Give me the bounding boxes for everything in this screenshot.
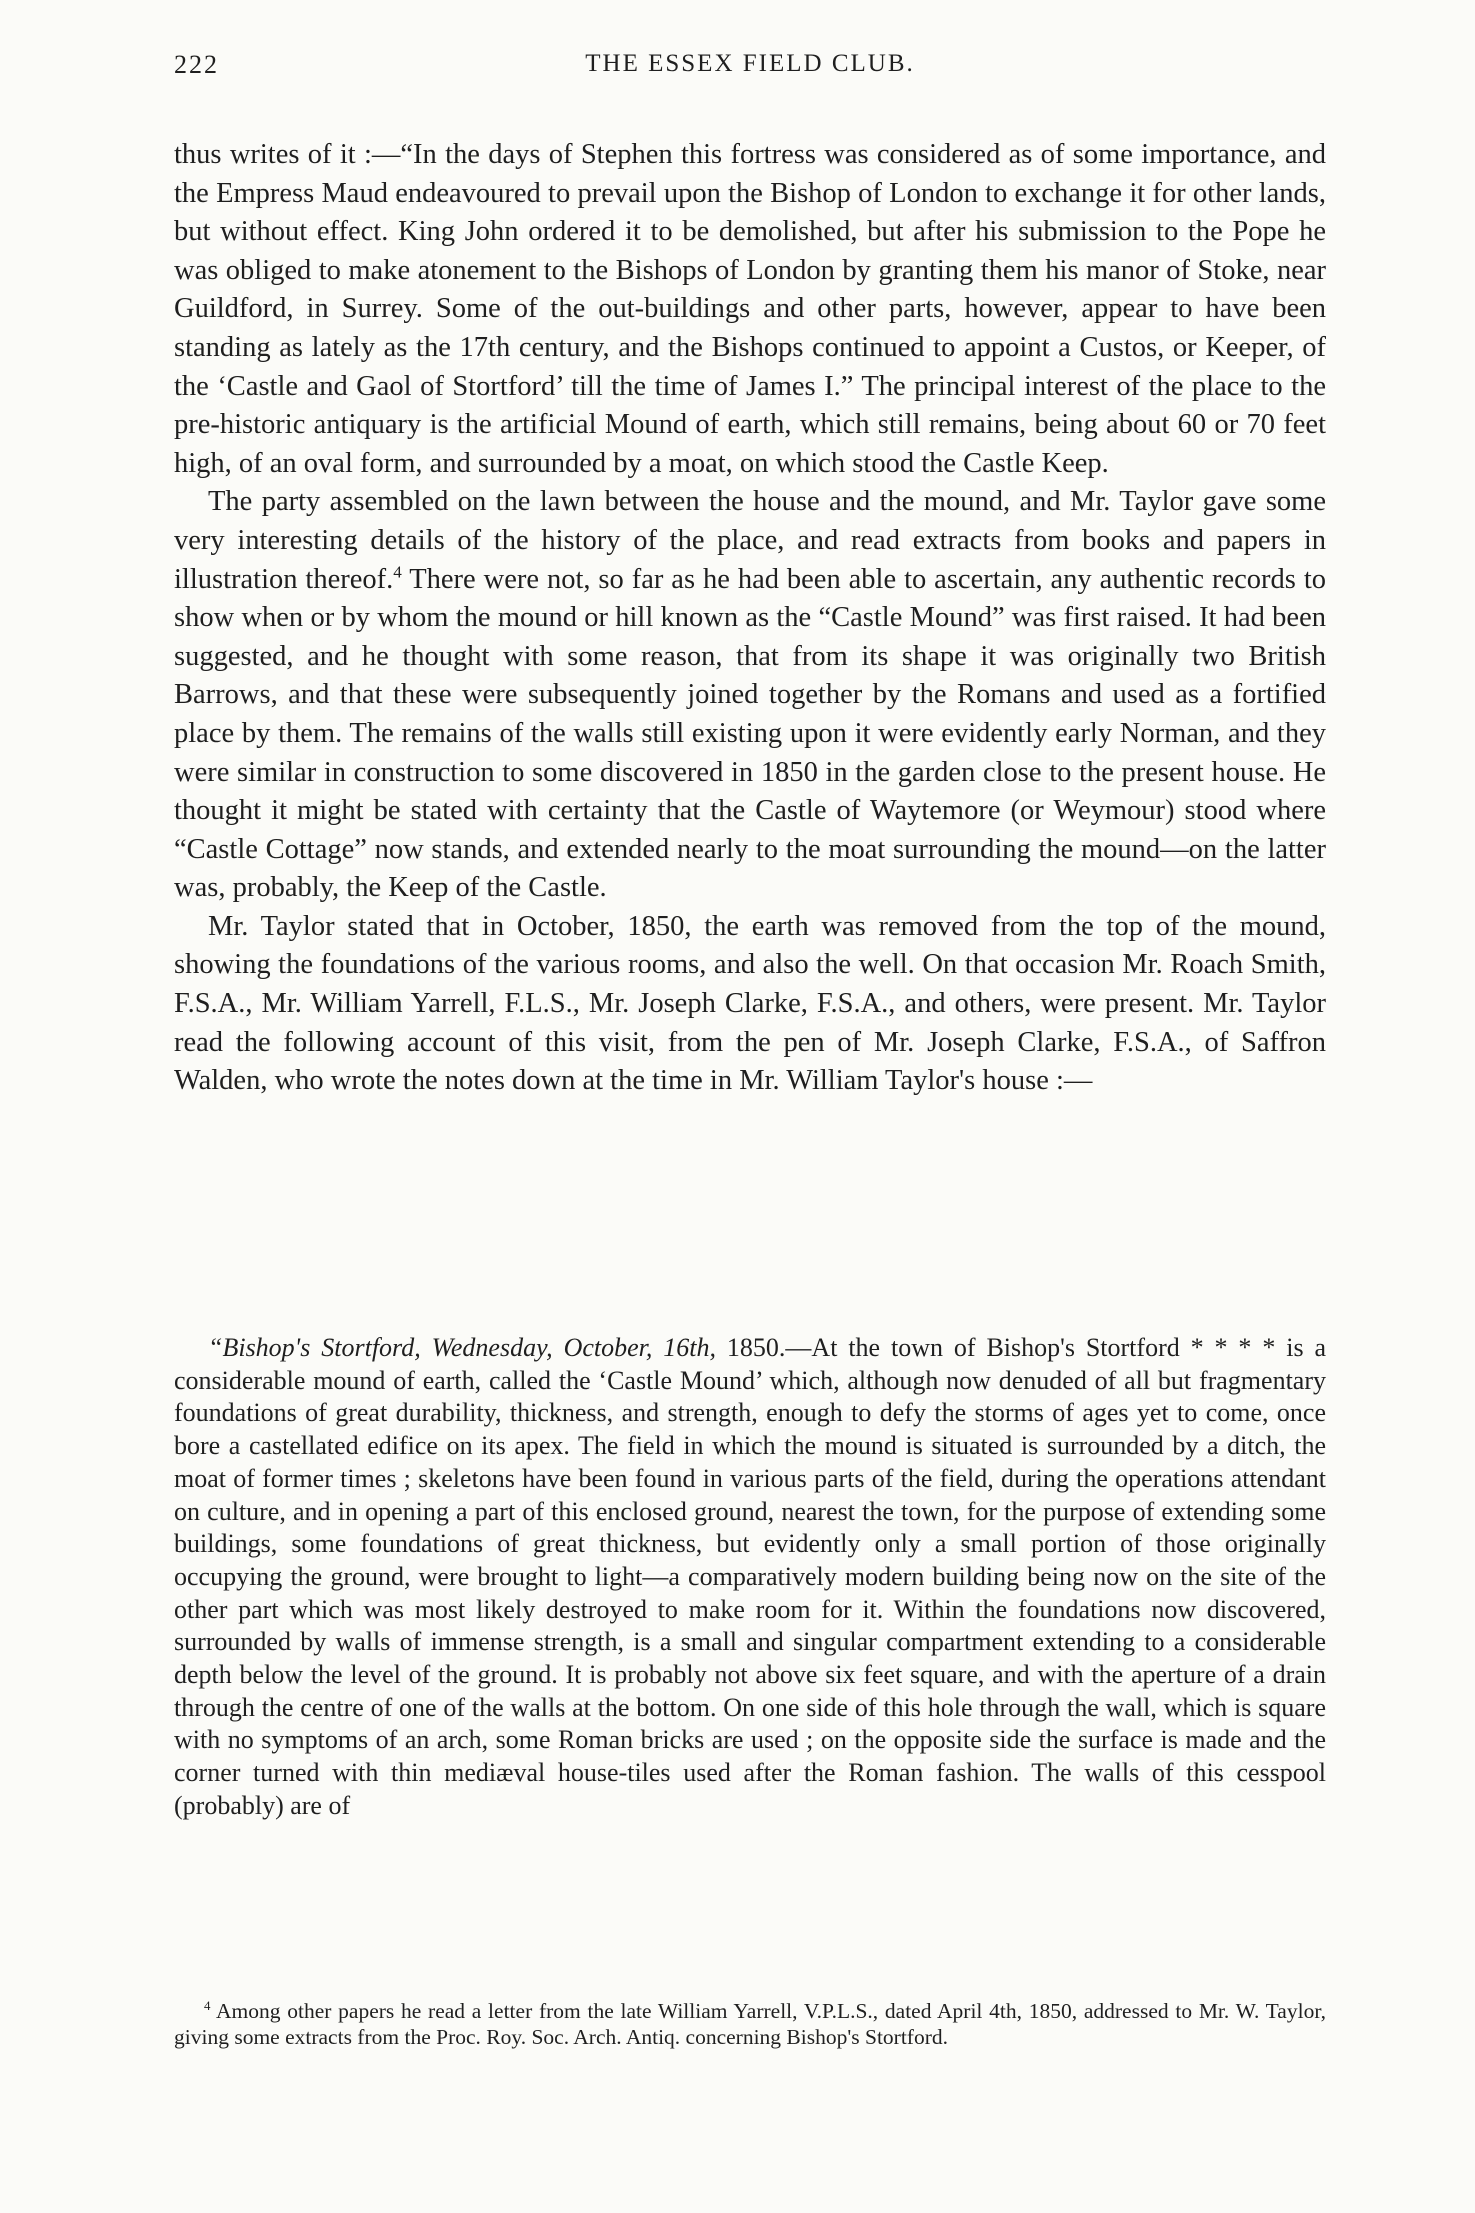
journal-title: THE ESSEX FIELD CLUB. xyxy=(585,50,915,77)
quoted-account xyxy=(174,1332,1326,1823)
footnote-paragraph xyxy=(174,1998,1326,2050)
footnote-marker: 4 xyxy=(204,1998,211,2013)
quote-text: 1850.—At the town of Bishop's Stortford * * * * is a considerable mound of earth, called the ‘Castle Mound’ which, although now denuded of all but fragmentary foundations of great durability, thickness, and strength, enough to defy the storms of ages yet to come, once bore a castellated edifice on its apex. The field in which the mound is situated is surrounded by a ditch, the moat of former times ; skeletons have been found in various parts of the field, during the operations attendant on culture, and in opening a part of this enclosed ground, nearest the town, for the purpose of extending some buildings, some foundations of great thickness, but evidently only a small portion of those originally occupying the ground, were brought to light—a comparatively modern building being now on the site of the other part which was most likely destroyed to make room for it. Within the foundations now discovered, surrounded by walls of immense strength, is a small and singular compartment extending to a considerable depth below the level of the ground. It is probably not above six feet square, and with the aperture of a drain through the centre of one of the walls at the bottom. On one side of this hole through the wall, which is square with no symptoms of an arch, some Roman bricks are used ; on the opposite side the surface is made and the corner turned with thin mediæval house-tiles used after the Roman fashion. The walls of this cesspool (probably) are of xyxy=(174,1333,1327,1820)
footnote xyxy=(174,1998,1326,2050)
running-header xyxy=(174,50,1326,90)
footnote-text: Among other papers he read a letter from the late William Yarrell, V.P.L.S., dated April 4th, 1850, addressed to Mr. W. Taylor, giving some extracts from the Proc. Roy. Soc. Arch. Antiq. concerning Bishop's Stortford. xyxy=(174,1999,1326,2049)
main-text xyxy=(174,136,1326,1101)
paragraph-2-part-2: There were not, so far as he had been able to ascertain, any authentic records to show when or by whom the mound or hill known as the “Castle Mound” was first raised. It had been suggested, and he thought with some reason, that from its shape it was originally two British Barrows, and that these were subsequently joined together by the Romans and used as a fortified place by them. The remains of the walls still existing upon it were evidently early Norman, and they were similar in construction to some discovered in 1850 in the garden close to the present house. He thought it might be stated with certainty that the Castle of Waytemore (or Weymour) stood where “Castle Cottage” now stands, and extended nearly to the moat surrounding the mound—on the latter was, probably, the Keep of the Castle. xyxy=(174,563,1326,904)
page-number: 222 xyxy=(174,50,219,79)
paragraph-2 xyxy=(174,483,1326,908)
footnote-reference: 4 xyxy=(393,562,402,582)
quoted-paragraph xyxy=(174,1332,1326,1823)
paragraph-2-part-1: The party assembled on the lawn between the house and the mound, and Mr. Taylor gave some very interesting details of the history of the place, and read extracts from books and papers in illustration thereof. xyxy=(174,486,1326,595)
quote-dateline: “Bishop's Stortford, Wednesday, October, 16th, xyxy=(208,1333,717,1362)
paragraph-3: Mr. Taylor stated that in October, 1850, the earth was removed from the top of the mound, showing the foundations of the various rooms, and also the well. On that occasion Mr. Roach Smith, F.S.A., Mr. William Yarrell, F.L.S., Mr. Joseph Clarke, F.S.A., and others, were present. Mr. Taylor read the following account of this visit, from the pen of Mr. Joseph Clarke, F.S.A., of Saffron Walden, who wrote the notes down at the time in Mr. William Taylor's house :— xyxy=(174,910,1326,1097)
paragraph-1: thus writes of it :—“In the days of Stephen this fortress was considered as of some importance, and the Empress Maud endeavoured to prevail upon the Bishop of London to exchange it for other lands, but without effect. King John ordered it to be demolished, but after his submission to the Pope he was obliged to make atonement to the Bishops of London by granting them his manor of Stoke, near Guildford, in Surrey. Some of the out-buildings and other parts, however, appear to have been standing as lately as the 17th century, and the Bishops continued to appoint a Custos, or Keeper, of the ‘Castle and Gaol of Stortford’ till the time of James I.” The principal interest of the place to the pre-historic antiquary is the artificial Mound of earth, which still remains, being about 60 or 70 feet high, of an oval form, and surrounded by a moat, on which stood the Castle Keep. xyxy=(174,139,1326,479)
